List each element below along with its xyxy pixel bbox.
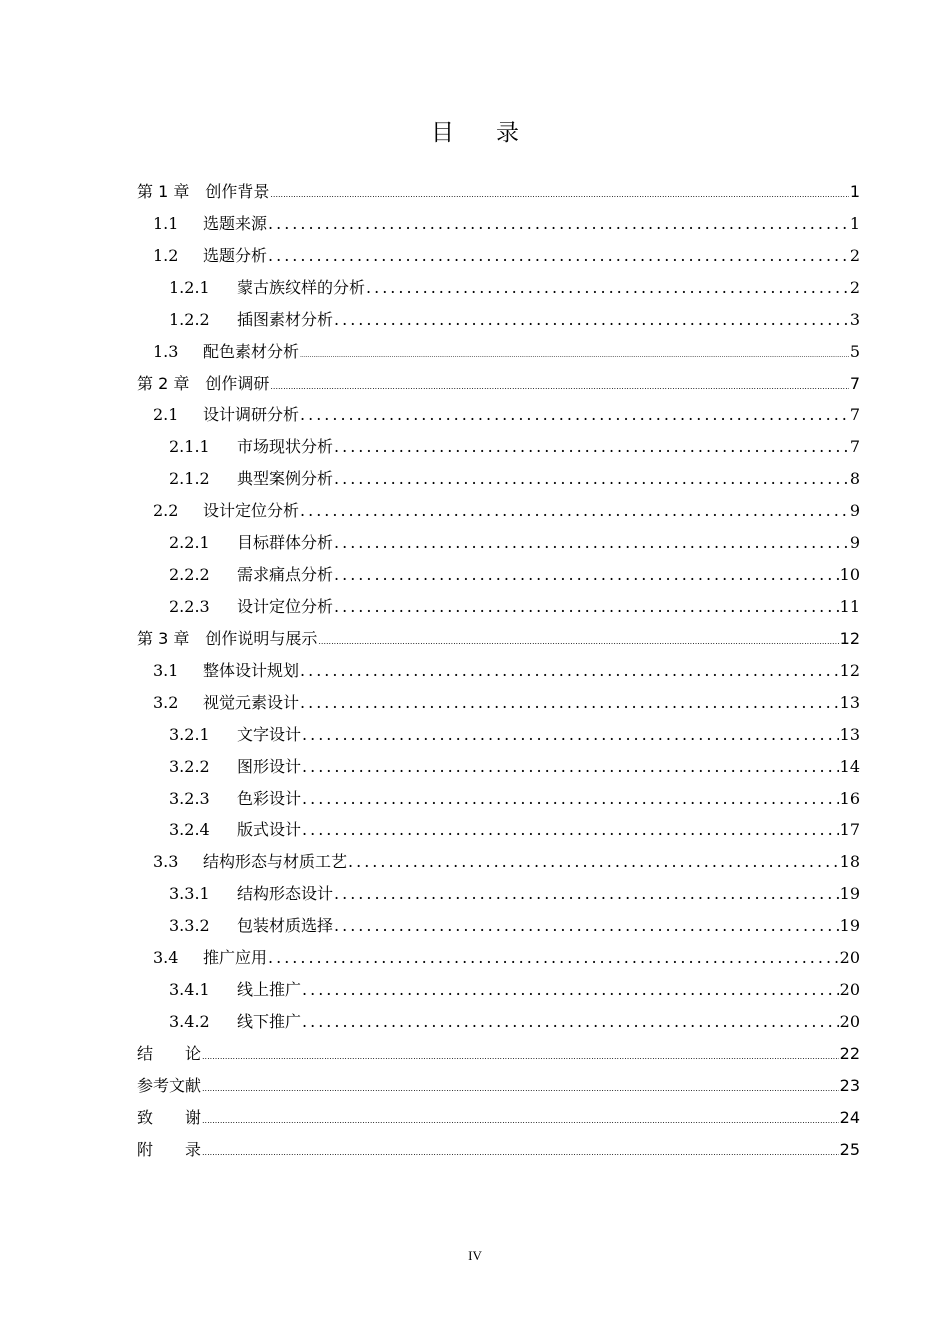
toc-entry-page: 11 xyxy=(839,596,860,616)
toc-entry-title: 选题来源 xyxy=(203,213,268,233)
toc-entry-number: 3.2.1 xyxy=(169,724,210,744)
toc-leader-dots xyxy=(334,527,849,559)
toc-entry[interactable] xyxy=(137,783,860,815)
toc-entry-number: 3.4 xyxy=(153,948,179,968)
toc-entry-page: 12 xyxy=(839,660,860,680)
toc-entry[interactable] xyxy=(137,1102,860,1134)
toc-entry-label xyxy=(169,974,301,1006)
toc-entry-label xyxy=(153,655,299,687)
toc-entry-number: 3.2.2 xyxy=(169,756,210,776)
toc-entry-title: 版式设计 xyxy=(237,820,302,840)
page-title xyxy=(0,114,950,147)
toc-entry-number: 3.3.1 xyxy=(169,884,210,904)
toc-entry-title: 线下推广 xyxy=(237,1011,302,1031)
toc-entry-title: 视觉元素设计 xyxy=(203,692,300,712)
toc-entry-label xyxy=(137,1134,201,1166)
toc-entry-number: 1.2.1 xyxy=(169,277,210,297)
toc-entry-page: 16 xyxy=(839,788,860,808)
toc-entry-page: 12 xyxy=(839,628,860,648)
toc-entry-number: 1.2.2 xyxy=(169,309,210,329)
toc-entry-label xyxy=(153,399,299,431)
toc-entry-title: 设计定位分析 xyxy=(203,501,300,521)
toc-entry-label xyxy=(169,463,333,495)
toc-leader-dots xyxy=(302,1006,839,1038)
toc-entry[interactable] xyxy=(137,846,860,878)
toc-entry-number: 1.3 xyxy=(153,341,179,361)
toc-entry-title: 第 2 章 创作调研 xyxy=(137,373,270,393)
toc-entry-label xyxy=(153,846,347,878)
toc-entry-page: 24 xyxy=(839,1107,860,1127)
toc-entry-title: 参考文献 xyxy=(137,1075,202,1095)
toc-entry[interactable] xyxy=(137,974,860,1006)
page-title-char-2: 录 xyxy=(496,120,519,146)
toc-entry[interactable] xyxy=(137,399,860,431)
toc-leader-dots xyxy=(302,783,839,815)
toc-entry-page: 9 xyxy=(849,501,860,521)
toc-leader-dots xyxy=(300,687,839,719)
toc-entry-page: 3 xyxy=(849,309,860,329)
toc-entry-title: 插图素材分析 xyxy=(237,309,334,329)
toc-leader-dots xyxy=(334,591,839,623)
toc-entry-page: 7 xyxy=(849,373,860,393)
toc-entry[interactable] xyxy=(137,336,860,368)
toc-leader-dots xyxy=(268,942,839,974)
toc-entry-label xyxy=(169,591,333,623)
toc-leader-dots xyxy=(366,272,849,304)
toc-leader-dots xyxy=(300,340,849,372)
toc-entry-title: 致 谢 xyxy=(137,1107,202,1127)
toc-entry-page: 2 xyxy=(849,277,860,297)
toc-entry-page: 7 xyxy=(849,405,860,425)
toc-entry-number: 1.1 xyxy=(153,213,179,233)
toc-entry-title: 文字设计 xyxy=(237,724,302,744)
toc-entry[interactable] xyxy=(137,655,860,687)
toc-entry-label xyxy=(169,1006,301,1038)
toc-entry[interactable] xyxy=(137,431,860,463)
toc-entry-title: 配色素材分析 xyxy=(203,341,300,361)
toc-entry[interactable] xyxy=(137,272,860,304)
toc-entry-label xyxy=(169,559,333,591)
toc-entry[interactable] xyxy=(137,751,860,783)
toc-entry-page: 23 xyxy=(839,1075,860,1095)
toc-leader-dots xyxy=(300,495,849,527)
toc-entry-number: 2.1 xyxy=(153,405,179,425)
toc-entry-title: 设计调研分析 xyxy=(203,405,300,425)
toc-entry-number: 3.3 xyxy=(153,852,179,872)
toc-entry-number: 2.2.3 xyxy=(169,596,210,616)
toc-entry-label xyxy=(137,1038,201,1070)
toc-entry-number: 3.2.4 xyxy=(169,820,210,840)
toc-entry[interactable] xyxy=(137,495,860,527)
toc-entry-label xyxy=(153,942,267,974)
toc-entry-label xyxy=(169,910,333,942)
toc-entry[interactable] xyxy=(137,304,860,336)
toc-entry-page: 17 xyxy=(839,820,860,840)
toc-leader-dots xyxy=(334,910,839,942)
toc-entry-page: 13 xyxy=(839,692,860,712)
toc-entry-title: 典型案例分析 xyxy=(237,469,334,489)
toc-entry-label xyxy=(137,368,269,400)
toc-entry-page: 10 xyxy=(839,565,860,585)
toc-entry[interactable] xyxy=(137,368,860,400)
toc-entry-label xyxy=(169,814,301,846)
toc-entry[interactable] xyxy=(137,719,860,751)
toc-entry-label xyxy=(169,719,301,751)
toc-leader-dots xyxy=(334,304,849,336)
toc-entry[interactable] xyxy=(137,1134,860,1166)
toc-entry-title: 第 3 章 创作说明与展示 xyxy=(137,628,318,648)
toc-entry-label xyxy=(169,751,301,783)
toc-leader-dots xyxy=(334,463,849,495)
toc-entry[interactable] xyxy=(137,591,860,623)
toc-entry[interactable] xyxy=(137,559,860,591)
toc-entry[interactable] xyxy=(137,1006,860,1038)
toc-entry[interactable] xyxy=(137,687,860,719)
toc-entry-number: 2.1.2 xyxy=(169,469,210,489)
toc-entry-number: 3.2.3 xyxy=(169,788,210,808)
toc-entry-label xyxy=(153,687,299,719)
table-of-contents xyxy=(137,176,860,1166)
toc-entry-page: 18 xyxy=(839,852,860,872)
toc-entry-number: 3.4.2 xyxy=(169,1011,210,1031)
toc-entry-label xyxy=(153,336,299,368)
toc-entry-page: 19 xyxy=(839,884,860,904)
toc-entry-title: 选题分析 xyxy=(203,245,268,265)
toc-leader-dots xyxy=(302,719,839,751)
toc-entry-number: 2.2 xyxy=(153,501,179,521)
toc-leader-dots xyxy=(202,1105,839,1137)
toc-entry-title: 线上推广 xyxy=(237,980,302,1000)
toc-entry-label xyxy=(169,431,333,463)
toc-leader-dots xyxy=(302,974,839,1006)
page-number: IV xyxy=(468,1248,482,1263)
toc-entry-label xyxy=(169,878,333,910)
toc-leader-dots xyxy=(268,240,849,272)
toc-entry-number: 3.2 xyxy=(153,692,179,712)
toc-entry-label xyxy=(137,1102,201,1134)
toc-entry-label xyxy=(137,623,317,655)
toc-entry[interactable] xyxy=(137,463,860,495)
toc-leader-dots xyxy=(302,814,839,846)
toc-entry-label xyxy=(153,240,267,272)
toc-entry-title: 整体设计规划 xyxy=(203,660,300,680)
toc-entry-page: 20 xyxy=(839,980,860,1000)
toc-leader-dots xyxy=(202,1137,839,1169)
toc-entry-page: 20 xyxy=(839,948,860,968)
toc-entry-label xyxy=(153,495,299,527)
toc-entry[interactable] xyxy=(137,910,860,942)
toc-entry[interactable] xyxy=(137,208,860,240)
toc-entry-title: 结构形态与材质工艺 xyxy=(203,852,348,872)
toc-entry-label xyxy=(169,527,333,559)
toc-entry-title: 设计定位分析 xyxy=(237,596,334,616)
toc-entry-page: 1 xyxy=(849,182,860,201)
toc-entry-label xyxy=(169,783,301,815)
toc-leader-dots xyxy=(334,559,839,591)
toc-entry[interactable] xyxy=(137,878,860,910)
toc-entry-page: 20 xyxy=(839,1011,860,1031)
toc-entry-page: 2 xyxy=(849,245,860,265)
toc-entry-page: 7 xyxy=(849,437,860,457)
toc-leader-dots xyxy=(202,1073,839,1105)
toc-entry-page: 8 xyxy=(849,469,860,489)
toc-entry-label xyxy=(169,304,333,336)
toc-entry-page: 14 xyxy=(839,756,860,776)
toc-entry-page: 9 xyxy=(849,533,860,553)
toc-entry-title: 目标群体分析 xyxy=(237,533,334,553)
toc-entry-title: 包装材质选择 xyxy=(237,916,334,936)
toc-leader-dots xyxy=(300,399,849,431)
toc-entry[interactable] xyxy=(137,814,860,846)
toc-entry-title: 第 1 章 创作背景 xyxy=(137,182,270,201)
toc-entry-label xyxy=(169,272,365,304)
toc-leader-dots xyxy=(270,371,848,403)
toc-entry[interactable] xyxy=(137,240,860,272)
toc-entry-label xyxy=(137,1070,201,1102)
toc-entry-page: 25 xyxy=(839,1139,860,1159)
toc-leader-dots xyxy=(334,431,849,463)
toc-entry[interactable] xyxy=(137,623,860,655)
toc-entry-title: 色彩设计 xyxy=(237,788,302,808)
toc-leader-dots xyxy=(348,846,839,878)
toc-entry-page: 22 xyxy=(839,1043,860,1063)
toc-entry[interactable] xyxy=(137,1038,860,1070)
toc-entry-page: 1 xyxy=(849,213,860,233)
toc-leader-dots xyxy=(318,626,838,658)
toc-entry-number: 3.1 xyxy=(153,660,179,680)
toc-entry-number: 1.2 xyxy=(153,245,179,265)
toc-entry-page: 13 xyxy=(839,724,860,744)
toc-leader-dots xyxy=(334,878,839,910)
toc-leader-dots xyxy=(300,655,839,687)
toc-entry-title: 市场现状分析 xyxy=(237,437,334,457)
toc-entry-number: 3.4.1 xyxy=(169,980,210,1000)
toc-entry-label xyxy=(153,208,267,240)
toc-entry-title: 附 录 xyxy=(137,1139,202,1159)
toc-entry-title: 需求痛点分析 xyxy=(237,565,334,585)
toc-entry[interactable] xyxy=(137,176,860,208)
toc-entry-number: 2.2.1 xyxy=(169,533,210,553)
toc-entry-number: 2.1.1 xyxy=(169,437,210,457)
toc-entry[interactable] xyxy=(137,1070,860,1102)
toc-entry-title: 蒙古族纹样的分析 xyxy=(237,277,366,297)
toc-entry-number: 3.3.2 xyxy=(169,916,210,936)
page-title-char-1: 目 xyxy=(431,120,454,146)
toc-leader-dots xyxy=(202,1041,839,1073)
toc-entry-number: 2.2.2 xyxy=(169,565,210,585)
toc-entry[interactable] xyxy=(137,527,860,559)
toc-entry-label xyxy=(137,176,269,208)
toc-entry-page: 19 xyxy=(839,916,860,936)
toc-entry-title: 图形设计 xyxy=(237,756,302,776)
toc-entry-title: 推广应用 xyxy=(203,948,268,968)
toc-leader-dots xyxy=(302,751,839,783)
toc-entry[interactable] xyxy=(137,942,860,974)
toc-entry-page: 5 xyxy=(849,341,860,361)
toc-entry-title: 结 论 xyxy=(137,1043,202,1063)
toc-leader-dots xyxy=(270,179,848,211)
toc-leader-dots xyxy=(268,208,849,240)
toc-entry-title: 结构形态设计 xyxy=(237,884,334,904)
